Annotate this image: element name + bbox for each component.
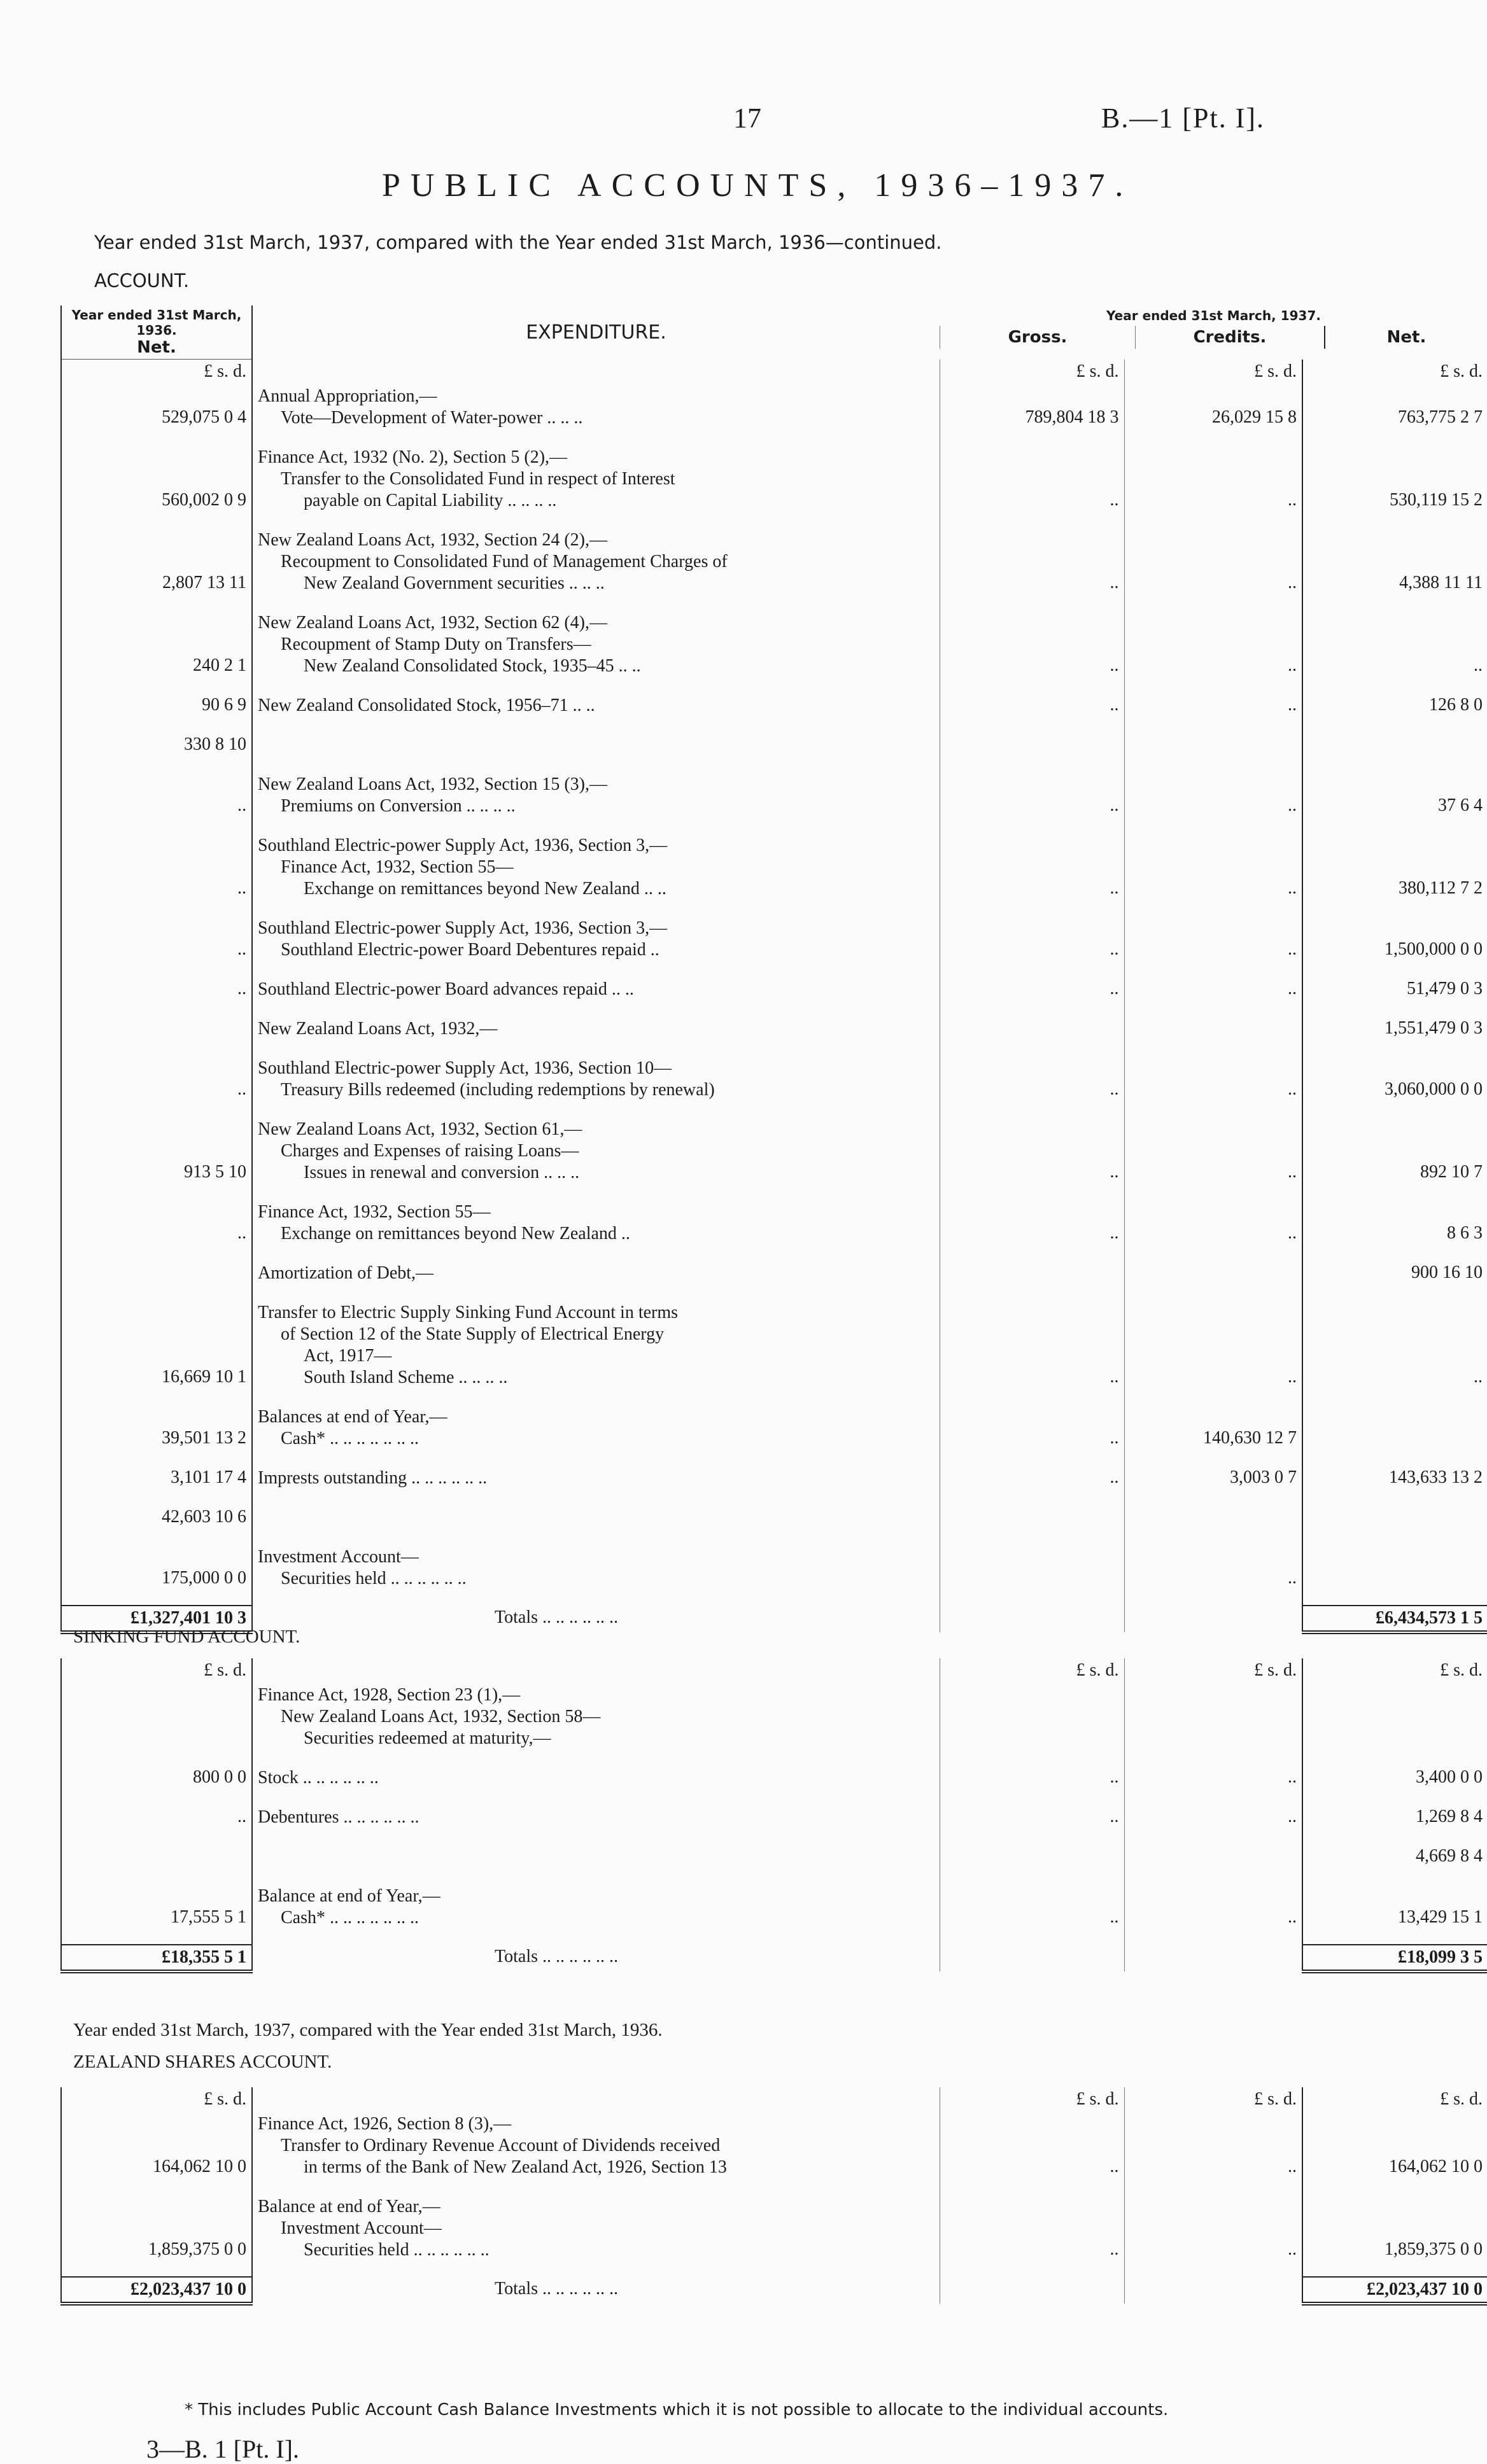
gross-amount: .. — [940, 1117, 1124, 1200]
gross-amount — [940, 1683, 1124, 1765]
table-row — [61, 1844, 1487, 1884]
credits-amount: .. — [1124, 1300, 1302, 1404]
description-line: Southland Electric-power Supply Act, 1936, Section 3,— — [258, 918, 668, 938]
net-amount — [1302, 1683, 1487, 1765]
table-row — [61, 1884, 1487, 1945]
description-line: Balance at end of Year,— — [258, 2197, 440, 2216]
prev-year-net: 913 5 10 — [61, 1117, 252, 1200]
description-line: Amortization of Debt,— — [258, 1263, 434, 1283]
description-line: Transfer to Ordinary Revenue Account of Dividends received — [281, 2136, 721, 2155]
description-line: Finance Act, 1928, Section 23 (1),— — [258, 1685, 521, 1705]
gross-amount: .. — [940, 610, 1124, 693]
prev-year-net: 3,101 17 4 — [61, 1466, 252, 1505]
credits-amount: .. — [1124, 1056, 1302, 1117]
prev-year-net: 1,859,375 0 0 — [61, 2194, 252, 2277]
net-amount — [1302, 1404, 1487, 1466]
description — [252, 772, 940, 833]
gross-amount: .. — [940, 2111, 1124, 2194]
table-row — [61, 384, 1487, 445]
table-row — [61, 1466, 1487, 1505]
header-credits: Credits. — [1136, 326, 1325, 349]
header-year-1936: Year ended 31st March, 1936. Net. — [61, 305, 252, 360]
table-row — [61, 1683, 1487, 1765]
description — [252, 693, 940, 732]
gross-amount: .. — [940, 1765, 1124, 1805]
prev-year-net: 16,669 10 1 — [61, 1300, 252, 1404]
description-line: Stock .. .. .. .. .. .. — [258, 1768, 379, 1788]
table-row — [61, 833, 1487, 916]
description — [252, 1544, 940, 1606]
description — [252, 445, 940, 528]
table-row — [61, 1805, 1487, 1844]
description-line: Imprests outstanding .. .. .. .. .. .. — [258, 1468, 488, 1488]
gross-amount: .. — [940, 1466, 1124, 1505]
table-row — [61, 1300, 1487, 1404]
credits-amount: .. — [1124, 1544, 1302, 1606]
gross-amount: .. — [940, 528, 1124, 610]
prev-year-net: 240 2 1 — [61, 610, 252, 693]
credits-amount: .. — [1124, 1805, 1302, 1844]
table-row — [61, 528, 1487, 610]
header-gross: Gross. — [940, 326, 1136, 349]
description-line: New Zealand Loans Act, 1932,— — [258, 1019, 498, 1039]
description — [252, 1505, 940, 1544]
unit-credits: £ s. d. — [1124, 2087, 1302, 2111]
unit-prev: £ s. d. — [61, 1658, 252, 1683]
description-line: Finance Act, 1932, Section 55— — [281, 857, 514, 877]
page-subtitle: Year ended 31st March, 1937, compared with the Year ended 31st March, 1936—continued. — [94, 232, 942, 253]
description-line: Transfer to the Consolidated Fund in respect of Interest — [281, 469, 675, 489]
unit-net: £ s. d. — [1302, 1658, 1487, 1683]
total-1937: £6,434,573 1 5 — [1302, 1606, 1487, 1632]
description — [252, 610, 940, 693]
expenditure-table — [60, 305, 1487, 1634]
prev-year-net: 17,555 5 1 — [61, 1884, 252, 1945]
description-line: Exchange on remittances beyond New Zealand .. — [281, 1224, 630, 1243]
net-amount: 3,060,000 0 0 — [1302, 1056, 1487, 1117]
gross-amount: .. — [940, 1884, 1124, 1945]
table-row — [61, 772, 1487, 833]
description-line: Investment Account— — [281, 2218, 442, 2238]
table-row — [61, 1404, 1487, 1466]
net-amount: .. — [1302, 1300, 1487, 1404]
description — [252, 2194, 940, 2277]
description-line: of Section 12 of the State Supply of Electrical Energy — [281, 1324, 665, 1344]
net-amount: 126 8 0 — [1302, 693, 1487, 732]
table-row — [61, 1261, 1487, 1300]
gross-amount — [940, 1844, 1124, 1884]
table-row — [61, 693, 1487, 732]
table-row — [61, 1544, 1487, 1606]
credits-amount: .. — [1124, 833, 1302, 916]
table-row — [61, 2111, 1487, 2194]
gross-amount: .. — [940, 445, 1124, 528]
description-line: Finance Act, 1932, Section 55— — [258, 1202, 491, 1222]
gross-amount: .. — [940, 1404, 1124, 1466]
prev-year-net — [61, 1261, 252, 1300]
credits-amount: 3,003 0 7 — [1124, 1466, 1302, 1505]
net-amount: 380,112 7 2 — [1302, 833, 1487, 916]
description — [252, 384, 940, 445]
header-year-1937: Year ended 31st March, 1937. Gross. Credits. Net. — [940, 305, 1487, 360]
credits-amount — [1124, 1844, 1302, 1884]
prev-year-net: .. — [61, 1200, 252, 1261]
credits-amount: .. — [1124, 2111, 1302, 2194]
description — [252, 528, 940, 610]
net-amount: .. — [1302, 610, 1487, 693]
credits-amount: .. — [1124, 693, 1302, 732]
net-amount: 3,400 0 0 — [1302, 1765, 1487, 1805]
prev-year-net — [61, 1844, 252, 1884]
net-amount: 4,669 8 4 — [1302, 1844, 1487, 1884]
description — [252, 1056, 940, 1117]
net-amount: 1,500,000 0 0 — [1302, 916, 1487, 977]
description — [252, 1404, 940, 1466]
unit-gross: £ s. d. — [940, 360, 1124, 384]
total-1937: £18,099 3 5 — [1302, 1945, 1487, 1971]
header-expenditure: EXPENDITURE. — [526, 321, 666, 344]
total-1936: £1,327,401 10 3 — [61, 1606, 252, 1632]
description-line: Transfer to Electric Supply Sinking Fund Account in terms — [258, 1303, 679, 1322]
description-line: Balance at end of Year,— — [258, 1886, 440, 1906]
signature-mark: 3—B. 1 [Pt. I]. — [146, 2435, 299, 2463]
prev-year-net: .. — [61, 916, 252, 977]
description-line: Act, 1917— — [304, 1346, 392, 1366]
gross-amount: .. — [940, 1200, 1124, 1261]
table-row — [61, 610, 1487, 693]
header-net: Net. — [1325, 326, 1487, 349]
description — [252, 1200, 940, 1261]
prev-year-net: .. — [61, 977, 252, 1016]
description — [252, 1805, 940, 1844]
net-amount — [1302, 732, 1487, 772]
description — [252, 1261, 940, 1300]
credits-amount: .. — [1124, 1200, 1302, 1261]
description-line: in terms of the Bank of New Zealand Act, 1926, Section 13 — [304, 2157, 727, 2177]
description-line: Issues in renewal and conversion .. .. .. — [304, 1163, 580, 1182]
credits-amount: .. — [1124, 1765, 1302, 1805]
description-line: New Zealand Loans Act, 1932, Section 62 (4),— — [258, 613, 607, 633]
description-line: South Island Scheme .. .. .. .. — [304, 1368, 508, 1387]
description-line: New Zealand Government securities .. .. .. — [304, 573, 605, 593]
unit-credits: £ s. d. — [1124, 1658, 1302, 1683]
description — [252, 977, 940, 1016]
prev-year-net: 90 6 9 — [61, 693, 252, 732]
net-amount: 51,479 0 3 — [1302, 977, 1487, 1016]
gross-amount: .. — [940, 693, 1124, 732]
credits-amount — [1124, 1016, 1302, 1056]
net-amount: 1,551,479 0 3 — [1302, 1016, 1487, 1056]
prev-year-net: .. — [61, 772, 252, 833]
gross-amount — [940, 1544, 1124, 1606]
net-amount: 37 6 4 — [1302, 772, 1487, 833]
unit-net: £ s. d. — [1302, 2087, 1487, 2111]
footnote: * This includes Public Account Cash Balance Investments which it is not possible to allocate to the individual accounts. — [185, 2400, 1169, 2419]
section-title-sinking-fund: SINKING FUND ACCOUNT. — [73, 1627, 300, 1647]
section-title-shares: ZEALAND SHARES ACCOUNT. — [73, 2052, 332, 2072]
credits-amount: .. — [1124, 528, 1302, 610]
unit-prev: £ s. d. — [61, 2087, 252, 2111]
net-amount — [1302, 1505, 1487, 1544]
prev-year-net: 2,807 13 11 — [61, 528, 252, 610]
totals-label: Totals .. .. .. .. .. .. — [495, 2279, 619, 2299]
description — [252, 1884, 940, 1945]
credits-amount: .. — [1124, 1884, 1302, 1945]
credits-amount: 140,630 12 7 — [1124, 1404, 1302, 1466]
section-label-account: ACCOUNT. — [94, 270, 190, 291]
net-amount: 8 6 3 — [1302, 1200, 1487, 1261]
description-line: Cash* .. .. .. .. .. .. .. — [281, 1908, 419, 1928]
gross-amount: .. — [940, 772, 1124, 833]
table-row — [61, 1765, 1487, 1805]
credits-amount — [1124, 732, 1302, 772]
credits-amount — [1124, 1261, 1302, 1300]
net-amount: 13,429 15 1 — [1302, 1884, 1487, 1945]
unit-gross: £ s. d. — [940, 1658, 1124, 1683]
credits-amount: 26,029 15 8 — [1124, 384, 1302, 445]
net-amount: 164,062 10 0 — [1302, 2111, 1487, 2194]
table-row — [61, 1505, 1487, 1544]
description-line: Recoupment to Consolidated Fund of Management Charges of — [281, 552, 728, 571]
description — [252, 1300, 940, 1404]
description-line: Southland Electric-power Board advances repaid .. .. — [258, 979, 634, 999]
prev-year-net: .. — [61, 833, 252, 916]
gross-amount — [940, 1016, 1124, 1056]
prev-year-net: 800 0 0 — [61, 1765, 252, 1805]
unit-net: £ s. d. — [1302, 360, 1487, 384]
description — [252, 1117, 940, 1200]
credits-amount — [1124, 1505, 1302, 1544]
description — [252, 732, 940, 772]
gross-amount — [940, 1505, 1124, 1544]
shares-table — [60, 2087, 1487, 2306]
credits-amount — [1124, 1683, 1302, 1765]
description — [252, 833, 940, 916]
gross-amount: .. — [940, 2194, 1124, 2277]
table-row — [61, 977, 1487, 1016]
unit-gross: £ s. d. — [940, 2087, 1124, 2111]
description-line: Charges and Expenses of raising Loans— — [281, 1141, 579, 1161]
table-row — [61, 732, 1487, 772]
unit-prev: £ s. d. — [61, 360, 252, 384]
description-line: New Zealand Consolidated Stock, 1935–45 .. .. — [304, 656, 641, 676]
table-row — [61, 2194, 1487, 2277]
description-line: New Zealand Consolidated Stock, 1956–71 .. .. — [258, 696, 595, 715]
description-line: Debentures .. .. .. .. .. .. — [258, 1807, 419, 1827]
description-line: New Zealand Loans Act, 1932, Section 15 (3),— — [258, 774, 607, 794]
net-amount: 530,119 15 2 — [1302, 445, 1487, 528]
total-1937: £2,023,437 10 0 — [1302, 2277, 1487, 2304]
totals-label: Totals .. .. .. .. .. .. — [495, 1947, 619, 1966]
description-line: Vote—Development of Water-power .. .. .. — [281, 408, 583, 428]
description-line: Southland Electric-power Supply Act, 1936, Section 10— — [258, 1058, 672, 1078]
description-line: Securities held .. .. .. .. .. .. — [281, 1569, 467, 1588]
description-line: Recoupment of Stamp Duty on Transfers— — [281, 634, 591, 654]
prev-year-net: 164,062 10 0 — [61, 2111, 252, 2194]
credits-amount: .. — [1124, 916, 1302, 977]
description-line: Southland Electric-power Board Debentures repaid .. — [281, 940, 659, 960]
description-line: New Zealand Loans Act, 1932, Section 58— — [281, 1707, 601, 1726]
description-line: Securities held .. .. .. .. .. .. — [304, 2240, 490, 2260]
description-line: Finance Act, 1926, Section 8 (3),— — [258, 2114, 512, 2134]
net-amount: 892 10 7 — [1302, 1117, 1487, 1200]
description — [252, 1683, 940, 1765]
net-amount: 1,859,375 0 0 — [1302, 2194, 1487, 2277]
net-amount — [1302, 1544, 1487, 1606]
table-row — [61, 916, 1487, 977]
unit-credits: £ s. d. — [1124, 360, 1302, 384]
table-row — [61, 1016, 1487, 1056]
gross-amount — [940, 1261, 1124, 1300]
description-line: payable on Capital Liability .. .. .. .. — [304, 491, 557, 510]
gross-amount: .. — [940, 916, 1124, 977]
description-line: Investment Account— — [258, 1547, 419, 1567]
table-row — [61, 1056, 1487, 1117]
net-amount: 4,388 11 11 — [1302, 528, 1487, 610]
credits-amount: .. — [1124, 445, 1302, 528]
description — [252, 1844, 940, 1884]
description — [252, 916, 940, 977]
credits-amount: .. — [1124, 2194, 1302, 2277]
total-1936: £2,023,437 10 0 — [61, 2277, 252, 2304]
description-line: Finance Act, 1932 (No. 2), Section 5 (2),— — [258, 447, 568, 467]
prev-year-net: 42,603 10 6 — [61, 1505, 252, 1544]
description-line: Annual Appropriation,— — [258, 386, 437, 406]
gross-amount: .. — [940, 977, 1124, 1016]
description-line: Exchange on remittances beyond New Zealand .. .. — [304, 879, 666, 899]
description-line: Cash* .. .. .. .. .. .. .. — [281, 1429, 419, 1448]
net-amount: 900 16 10 — [1302, 1261, 1487, 1300]
prev-year-net: .. — [61, 1805, 252, 1844]
document-reference: B.—1 [Pt. I]. — [1101, 102, 1265, 134]
total-1936: £18,355 5 1 — [61, 1945, 252, 1971]
credits-amount: .. — [1124, 1117, 1302, 1200]
sinking-fund-table — [60, 1658, 1487, 1973]
page-title: PUBLIC ACCOUNTS, 1936–1937. — [382, 167, 1134, 204]
prev-year-net: 529,075 0 4 — [61, 384, 252, 445]
prev-year-net: 330 8 10 — [61, 732, 252, 772]
prev-year-net: 560,002 0 9 — [61, 445, 252, 528]
gross-amount: 789,804 18 3 — [940, 384, 1124, 445]
description-line: Securities redeemed at maturity,— — [304, 1728, 551, 1748]
description-line: Balances at end of Year,— — [258, 1407, 448, 1427]
gross-amount — [940, 732, 1124, 772]
table-row — [61, 445, 1487, 528]
description-line: Premiums on Conversion .. .. .. .. — [281, 796, 516, 816]
prev-year-net — [61, 1683, 252, 1765]
totals-label: Totals .. .. .. .. .. .. — [495, 1607, 619, 1627]
gross-amount: .. — [940, 1805, 1124, 1844]
credits-amount: .. — [1124, 977, 1302, 1016]
prev-year-net: 175,000 0 0 — [61, 1544, 252, 1606]
description-line: Treasury Bills redeemed (including redemptions by renewal) — [281, 1080, 715, 1100]
description-line: New Zealand Loans Act, 1932, Section 61,— — [258, 1119, 582, 1139]
section-subtitle-shares: Year ended 31st March, 1937, compared with the Year ended 31st March, 1936. — [73, 2020, 663, 2040]
page-number: 17 — [733, 102, 761, 134]
credits-amount: .. — [1124, 610, 1302, 693]
description-line: Southland Electric-power Supply Act, 1936, Section 3,— — [258, 836, 668, 855]
gross-amount: .. — [940, 1056, 1124, 1117]
gross-amount: .. — [940, 1300, 1124, 1404]
prev-year-net — [61, 1016, 252, 1056]
net-amount: 763,775 2 7 — [1302, 384, 1487, 445]
description — [252, 2111, 940, 2194]
prev-year-net: 39,501 13 2 — [61, 1404, 252, 1466]
description — [252, 1016, 940, 1056]
description — [252, 1765, 940, 1805]
table-row — [61, 1200, 1487, 1261]
net-amount: 1,269 8 4 — [1302, 1805, 1487, 1844]
gross-amount: .. — [940, 833, 1124, 916]
net-amount: 143,633 13 2 — [1302, 1466, 1487, 1505]
credits-amount: .. — [1124, 772, 1302, 833]
table-row — [61, 1117, 1487, 1200]
description — [252, 1466, 940, 1505]
description-line: New Zealand Loans Act, 1932, Section 24 (2),— — [258, 530, 607, 550]
prev-year-net: .. — [61, 1056, 252, 1117]
